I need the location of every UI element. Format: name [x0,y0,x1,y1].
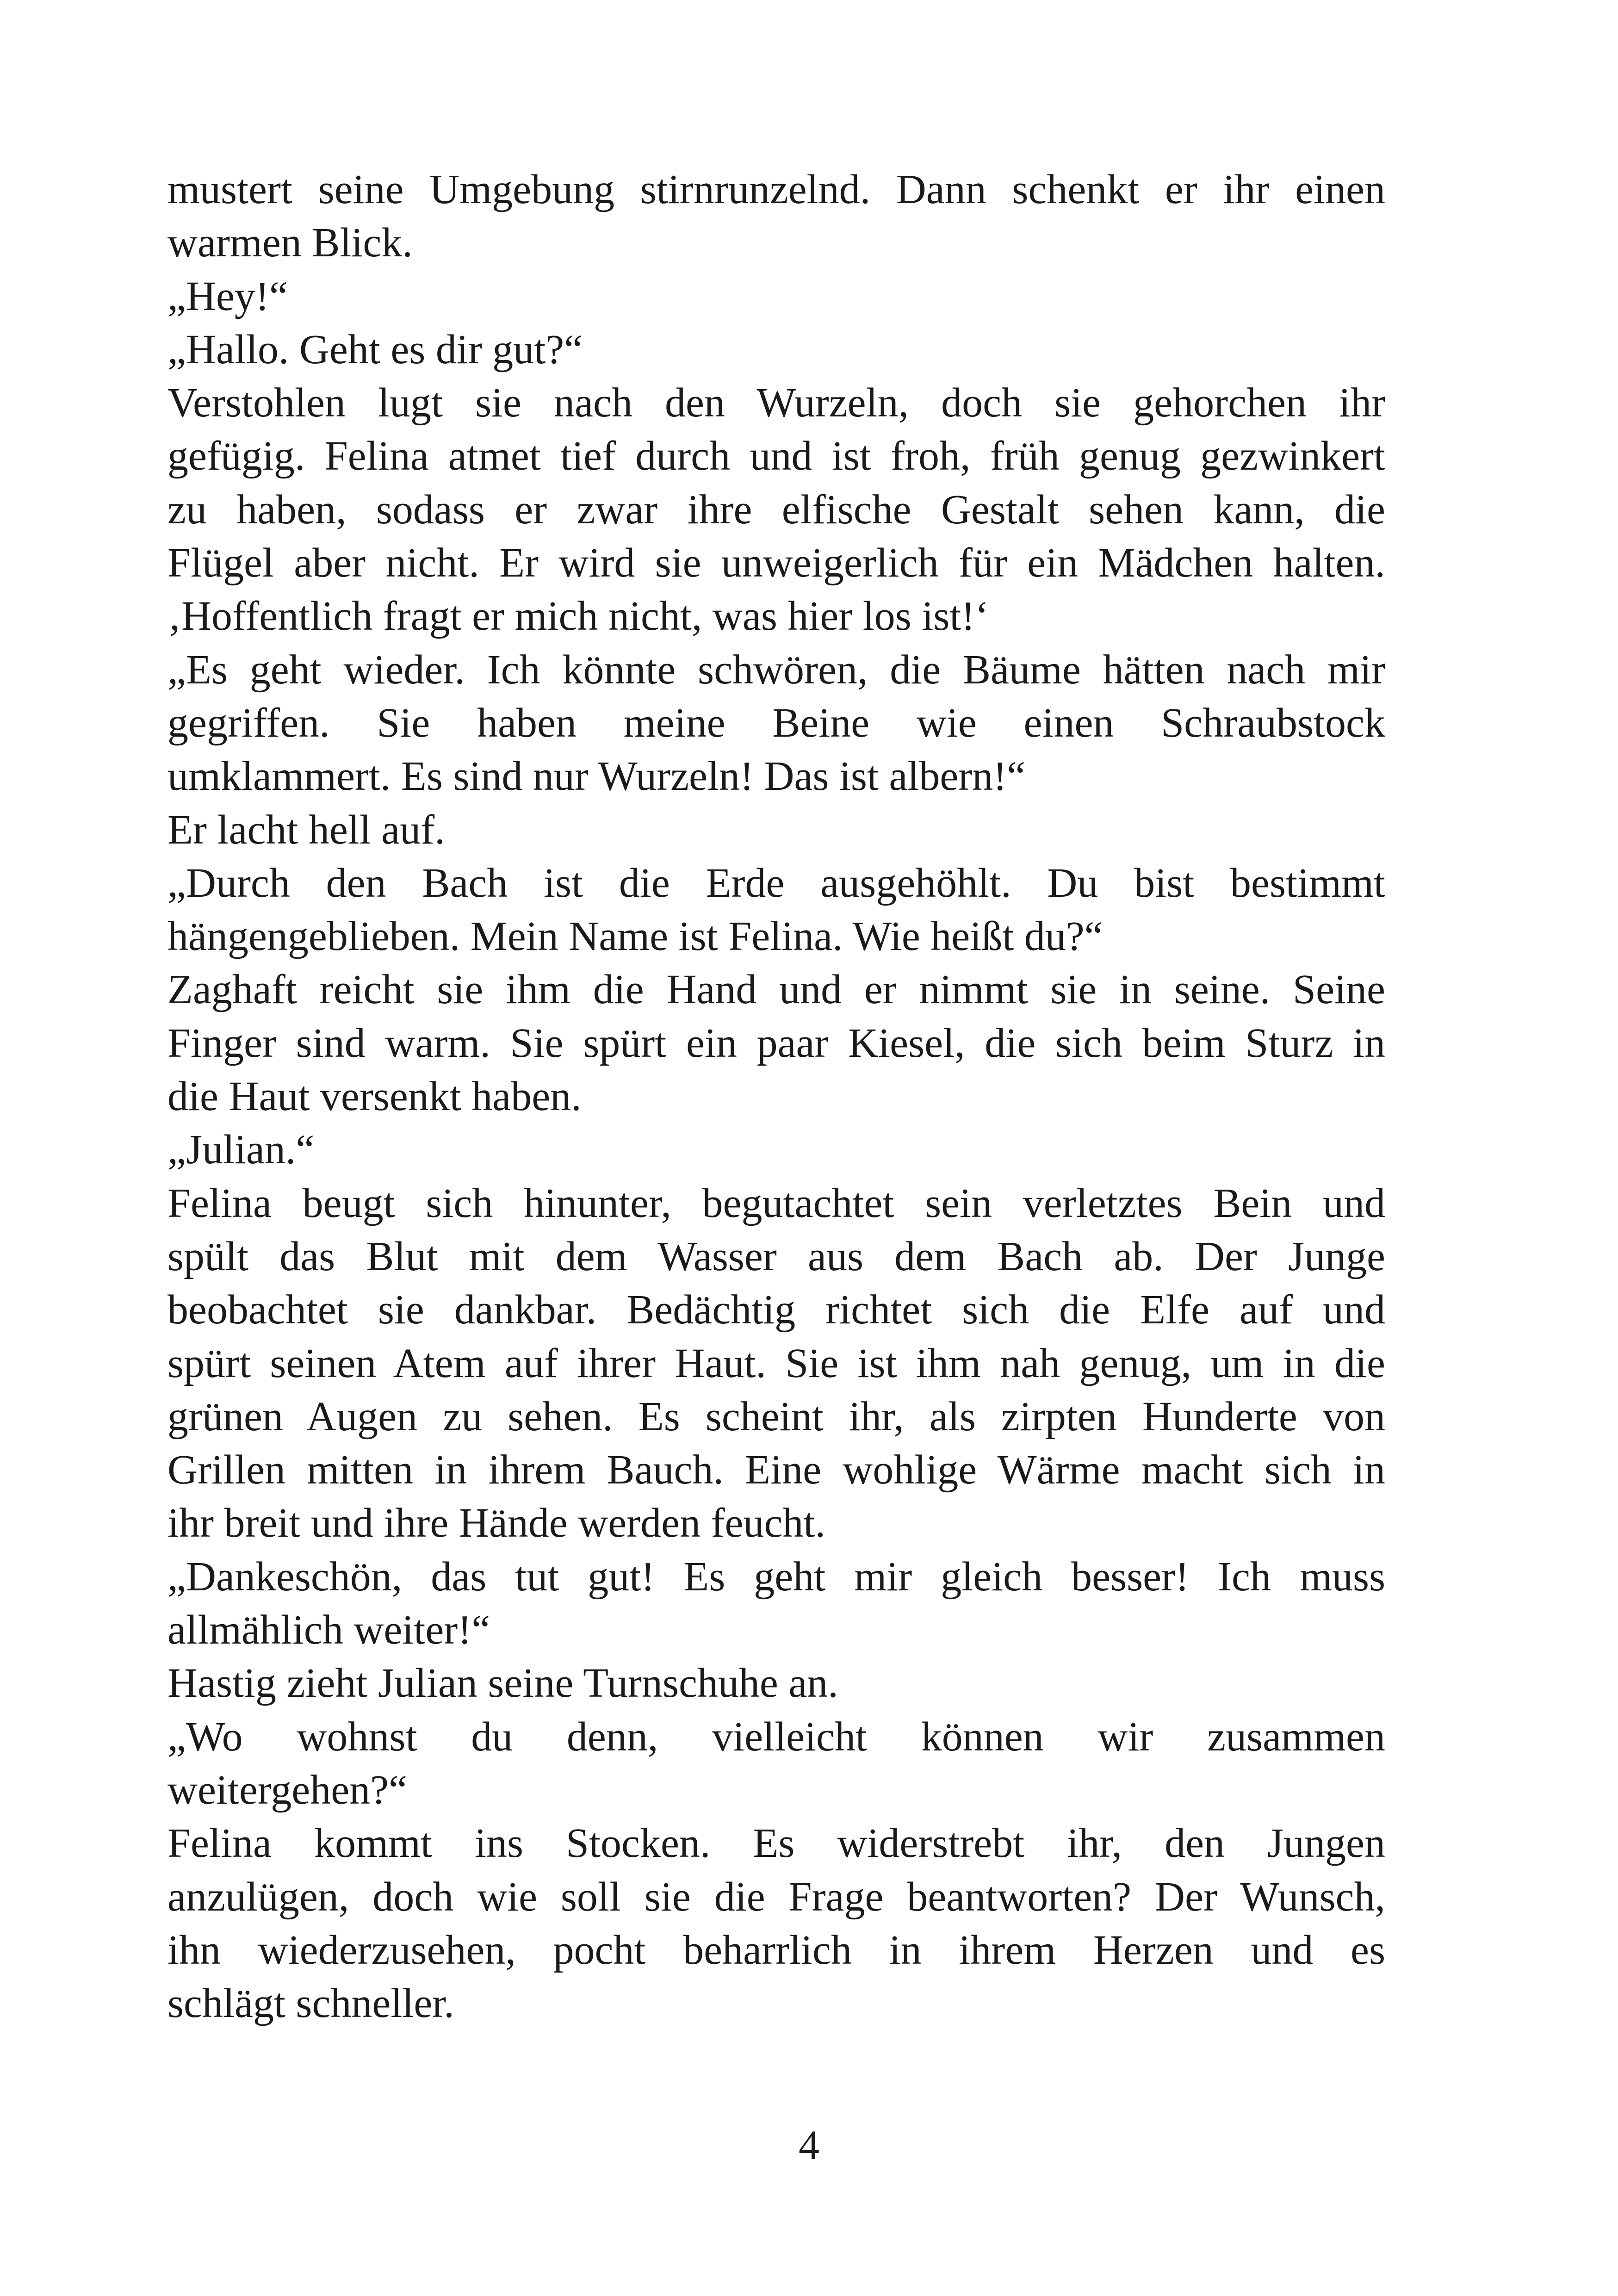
text-line: ihr breit und ihre Hände werden feucht. [167,1500,825,1546]
text-line: spürt seinen Atem auf ihrer Haut. Sie ist ihm nah genug, um in die [167,1340,1385,1386]
text-line: Hastig zieht Julian seine Turnschuhe an. [167,1660,838,1706]
text-line: „Es geht wieder. Ich könnte schwören, die Bäume hätten nach mir [167,646,1385,693]
text-line: „Hey!“ [167,273,288,319]
text-line: mustert seine Umgebung stirnrunzelnd. Dann schenkt er ihr einen [167,167,1385,212]
text-line: Felina beugt sich hinunter, begutachtet sein verletztes Bein und [167,1180,1385,1226]
text-line: gefügig. Felina atmet tief durch und ist froh, früh genug gezwinkert [167,433,1385,479]
text-line: „Durch den Bach ist die Erde ausgehöhlt. Du bist bestimmt [167,860,1385,906]
text-line: „Julian.“ [167,1127,315,1173]
text-line: schlägt schneller. [167,1980,454,2027]
text-line: Verstohlen lugt sie nach den Wurzeln, doch sie gehorchen ihr [167,380,1385,426]
text-line: Felina kommt ins Stocken. Es widerstrebt ihr, den Jungen [167,1820,1385,1867]
text-line: die Haut versenkt haben. [167,1074,582,1120]
text-line: Finger sind warm. Sie spürt ein paar Kiesel, die sich beim Sturz in [167,1020,1385,1066]
text-line: allmählich weiter!“ [167,1607,490,1653]
text-line: ‚Hoffentlich fragt er mich nicht, was hier los ist!‘ [167,593,989,639]
text-line: hängengeblieben. Mein Name ist Felina. Wie heißt du?“ [167,913,1103,960]
text-line: Zaghaft reicht sie ihm die Hand und er nimmt sie in seine. Seine [167,967,1385,1013]
text-line: spült das Blut mit dem Wasser aus dem Bach ab. Der Junge [167,1233,1385,1279]
text-line: weitergehen?“ [167,1767,408,1813]
text-line: gegriffen. Sie haben meine Beine wie einen Schraubstock [167,700,1385,746]
text-line: beobachtet sie dankbar. Bedächtig richtet sich die Elfe auf und [167,1287,1385,1333]
text-line: „Hallo. Geht es dir gut?“ [167,326,583,372]
text-line: Er lacht hell auf. [167,807,445,853]
text-line: zu haben, sodass er zwar ihre elfische Gestalt sehen kann, die [167,486,1385,533]
text-line: ihn wiederzusehen, pocht beharrlich in ihrem Herzen und es [167,1927,1385,1973]
text-line: anzulügen, doch wie soll sie die Frage beantworten? Der Wunsch, [167,1874,1385,1920]
text-line: Grillen mitten in ihrem Bauch. Eine wohlige Wärme macht sich in [167,1447,1385,1493]
text-line: umklammert. Es sind nur Wurzeln! Das ist albern!“ [167,753,1026,800]
text-line: grünen Augen zu sehen. Es scheint ihr, als zirpten Hunderte von [167,1393,1385,1440]
text-line: warmen Blick. [167,220,413,266]
text-line: Flügel aber nicht. Er wird sie unweigerlich für ein Mädchen halten. [167,540,1385,586]
text-line: „Dankeschön, das tut gut! Es geht mir gleich besser! Ich muss [167,1553,1385,1600]
page-number: 4 [799,2122,819,2168]
text-line: „Wo wohnst du denn, vielleicht können wir zusammen [167,1713,1385,1760]
page-body-text [167,163,1385,2030]
